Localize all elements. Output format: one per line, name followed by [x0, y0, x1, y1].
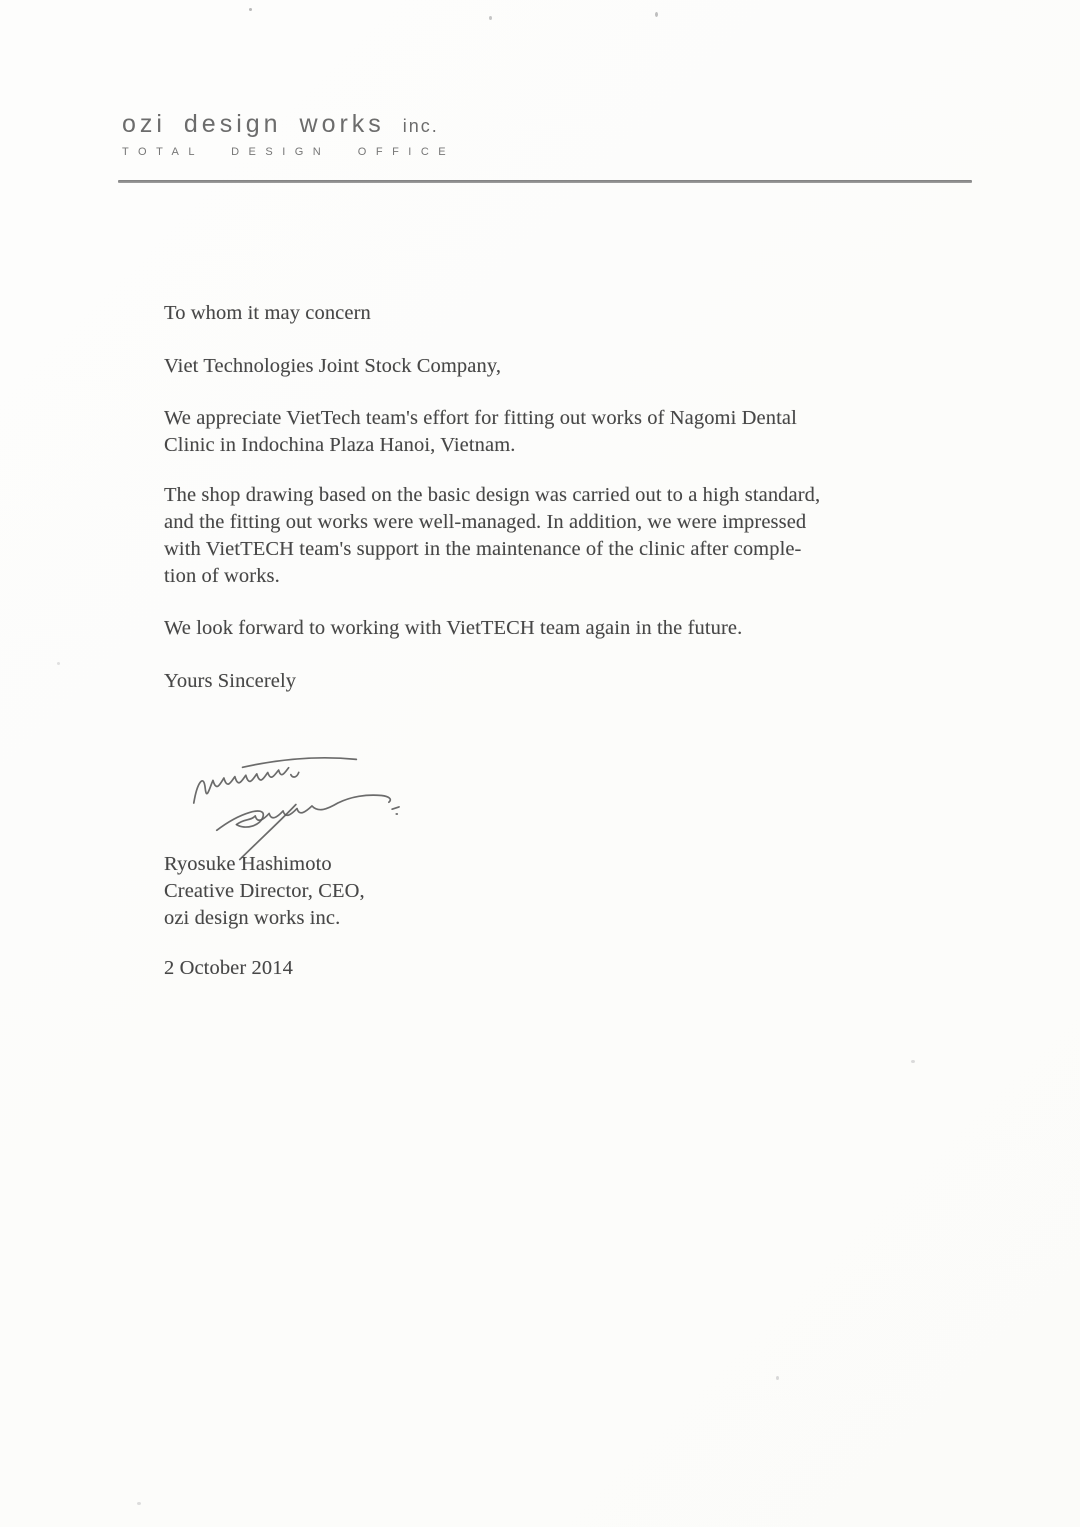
paragraph-line: We appreciate VietTech team's effort for fitting out works of Nagomi Dental: [164, 407, 797, 429]
paragraph-line: and the fitting out works were well-managed. In addition, we were impressed: [164, 511, 807, 533]
paragraph-line: tion of works.: [164, 565, 280, 587]
paragraph-2: [164, 482, 820, 590]
greeting: [164, 300, 371, 327]
letterhead-divider: [118, 180, 972, 183]
closing: [164, 668, 296, 695]
company-logo: [122, 110, 455, 139]
company-tagline: TOTAL DESIGN OFFICE: [122, 146, 456, 158]
addressee-text: Viet Technologies Joint Stock Company,: [164, 355, 502, 377]
scan-speck: [776, 1376, 779, 1380]
scan-speck: [655, 12, 658, 17]
paragraph-3: [164, 615, 742, 642]
scan-speck: [911, 1060, 915, 1063]
signer-company: ozi design works inc.: [164, 907, 341, 929]
scan-speck: [137, 1502, 141, 1505]
signer-block: [164, 851, 365, 932]
company-name: ozi design works: [122, 110, 385, 138]
letter-date: [164, 955, 293, 982]
closing-text: Yours Sincerely: [164, 670, 297, 692]
company-suffix: inc.: [402, 116, 439, 136]
addressee: [164, 353, 501, 380]
greeting-text: To whom it may concern: [164, 302, 371, 324]
paragraph-line: with VietTECH team's support in the maintenance of the clinic after comple-: [164, 538, 802, 560]
handwritten-signature: [184, 750, 408, 866]
signer-name: Ryosuke Hashimoto: [164, 853, 332, 875]
paragraph-line: The shop drawing based on the basic design was carried out to a high standard,: [164, 484, 821, 506]
scan-speck: [57, 662, 60, 665]
scan-speck: [249, 8, 252, 11]
paragraph-line: Clinic in Indochina Plaza Hanoi, Vietnam.: [164, 434, 516, 456]
paragraph-1: [164, 405, 797, 459]
letterhead: [122, 110, 455, 158]
date-text: 2 October 2014: [164, 957, 293, 979]
scan-speck: [489, 16, 492, 20]
signature-ink-icon: [184, 750, 408, 866]
signer-title: Creative Director, CEO,: [164, 880, 365, 902]
paragraph-line: We look forward to working with VietTECH team again in the future.: [164, 617, 743, 639]
